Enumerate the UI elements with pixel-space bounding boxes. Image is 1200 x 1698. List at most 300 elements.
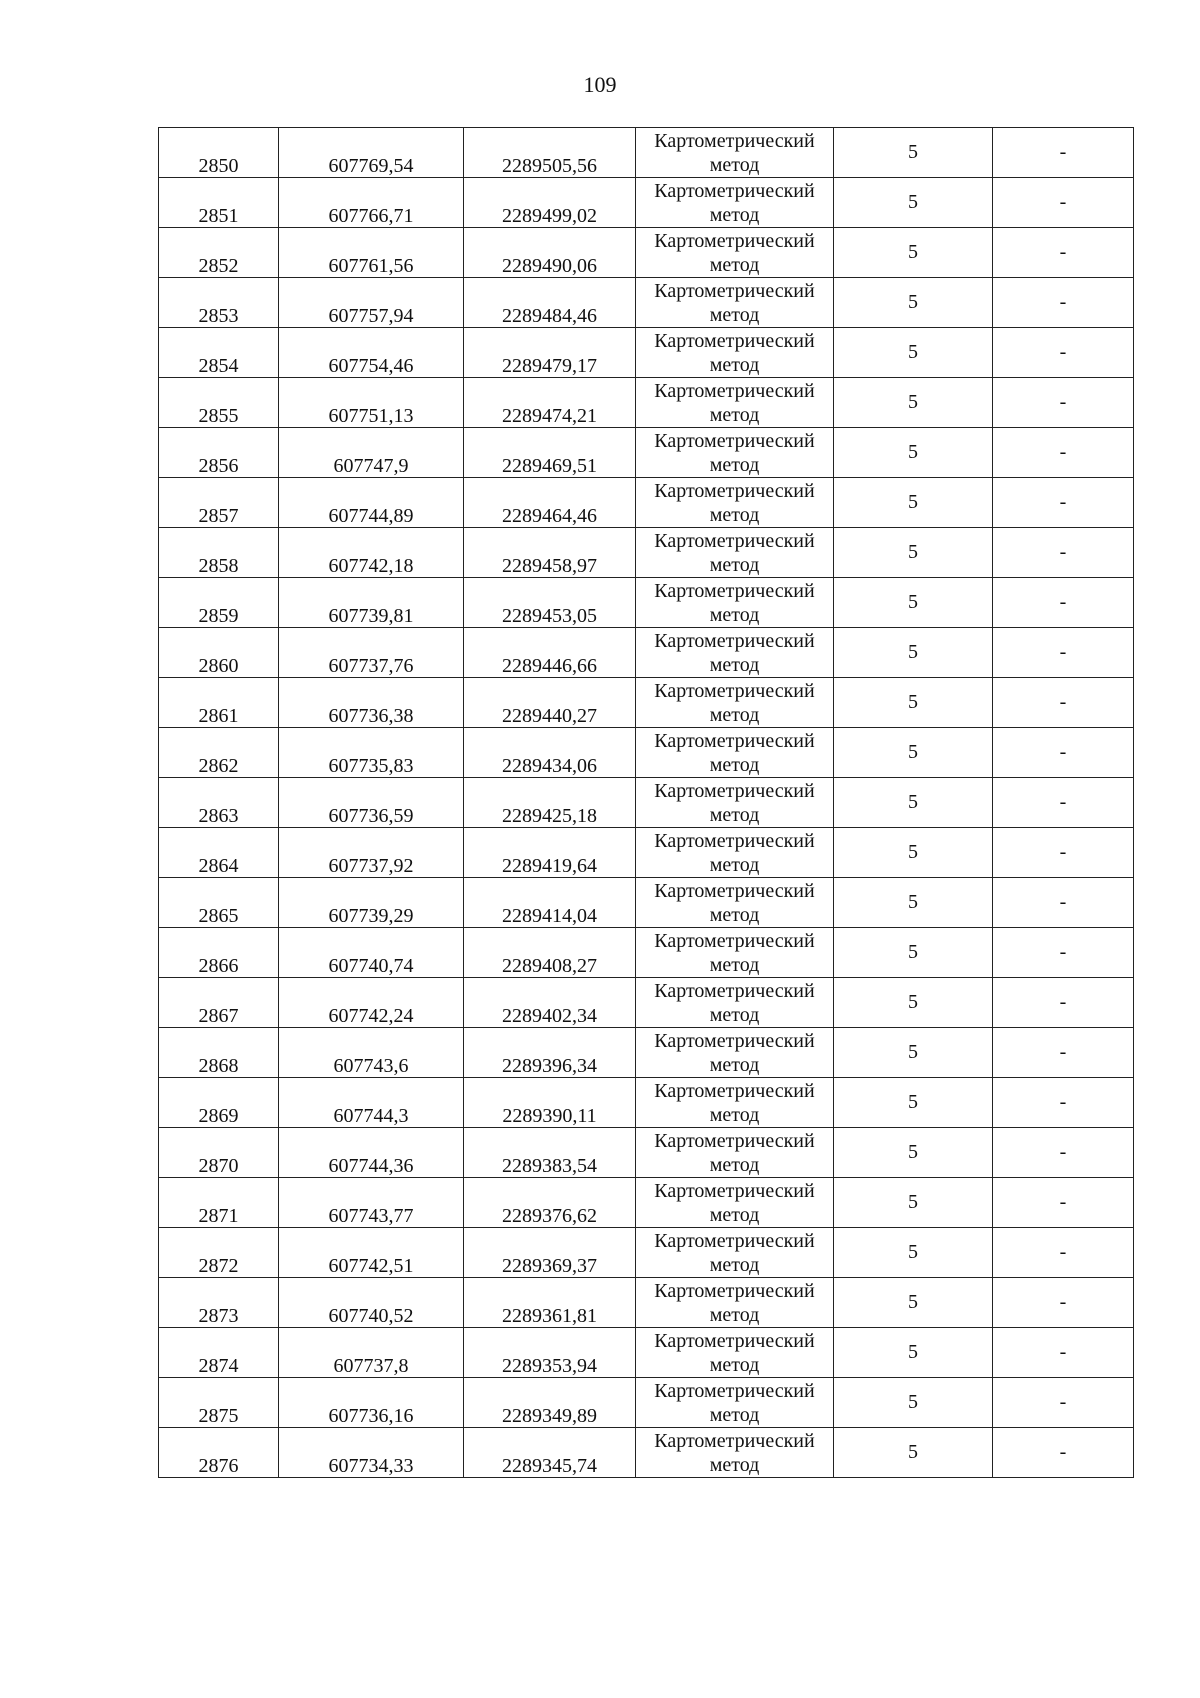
- y-coordinate-text: 2289484,46: [502, 305, 597, 327]
- accuracy-text: 5: [908, 1091, 918, 1113]
- y-coordinate-cell: [464, 528, 636, 578]
- y-coordinate-cell: [464, 628, 636, 678]
- method-cell: [636, 1228, 834, 1278]
- note-cell: [993, 478, 1134, 528]
- note-cell: [993, 778, 1134, 828]
- x-coordinate-cell: [279, 578, 464, 628]
- y-coordinate-cell: [464, 978, 636, 1028]
- note-text: -: [1059, 1041, 1067, 1063]
- x-coordinate-text: 607736,16: [328, 1405, 414, 1427]
- note-cell: [993, 378, 1134, 428]
- note-text: -: [1059, 391, 1067, 413]
- point-number-cell: [159, 978, 279, 1028]
- note-text: -: [1059, 891, 1067, 913]
- x-coordinate-text: 607736,59: [328, 805, 414, 827]
- table-row: [159, 528, 1134, 578]
- x-coordinate-cell: [279, 128, 464, 178]
- note-cell: [993, 978, 1134, 1028]
- method-cell: [636, 1178, 834, 1228]
- method-cell: [636, 878, 834, 928]
- point-number-text: 2850: [198, 155, 239, 177]
- x-coordinate-text: 607744,36: [328, 1155, 414, 1177]
- method-text: Картометрический метод: [654, 679, 815, 726]
- point-number-cell: [159, 1128, 279, 1178]
- note-text: -: [1059, 291, 1067, 313]
- note-cell: [993, 728, 1134, 778]
- note-text: -: [1059, 741, 1067, 763]
- y-coordinate-text: 2289440,27: [502, 705, 597, 727]
- accuracy-text: 5: [908, 1191, 918, 1213]
- note-text: -: [1059, 991, 1067, 1013]
- table-row: [159, 128, 1134, 178]
- y-coordinate-cell: [464, 778, 636, 828]
- x-coordinate-cell: [279, 1428, 464, 1478]
- y-coordinate-cell: [464, 178, 636, 228]
- point-number-cell: [159, 528, 279, 578]
- y-coordinate-text: 2289419,64: [502, 855, 597, 877]
- accuracy-text: 5: [908, 1391, 918, 1413]
- accuracy-cell: [834, 1128, 993, 1178]
- accuracy-cell: [834, 428, 993, 478]
- accuracy-text: 5: [908, 341, 918, 363]
- note-cell: [993, 128, 1134, 178]
- accuracy-text: 5: [908, 741, 918, 763]
- x-coordinate-text: 607737,76: [328, 655, 414, 677]
- method-cell: [636, 1128, 834, 1178]
- y-coordinate-text: 2289479,17: [502, 355, 597, 377]
- method-text: Картометрический метод: [654, 529, 815, 576]
- table-row: [159, 1228, 1134, 1278]
- point-number-text: 2876: [198, 1455, 239, 1477]
- accuracy-text: 5: [908, 1041, 918, 1063]
- x-coordinate-cell: [279, 428, 464, 478]
- note-text: -: [1059, 241, 1067, 263]
- note-text: -: [1059, 1341, 1067, 1363]
- note-cell: [993, 1078, 1134, 1128]
- accuracy-text: 5: [908, 441, 918, 463]
- note-text: -: [1059, 341, 1067, 363]
- y-coordinate-text: 2289458,97: [502, 555, 597, 577]
- y-coordinate-text: 2289353,94: [502, 1355, 597, 1377]
- method-text: Картометрический метод: [654, 379, 815, 426]
- point-number-cell: [159, 1178, 279, 1228]
- y-coordinate-text: 2289414,04: [502, 905, 597, 927]
- x-coordinate-text: 607742,18: [328, 555, 414, 577]
- table-row: [159, 578, 1134, 628]
- note-cell: [993, 1128, 1134, 1178]
- point-number-cell: [159, 328, 279, 378]
- method-text: Картометрический метод: [654, 829, 815, 876]
- method-text: Картометрический метод: [654, 979, 815, 1026]
- y-coordinate-cell: [464, 828, 636, 878]
- accuracy-text: 5: [908, 1291, 918, 1313]
- y-coordinate-cell: [464, 1178, 636, 1228]
- note-text: -: [1059, 591, 1067, 613]
- x-coordinate-text: 607735,83: [328, 755, 414, 777]
- method-cell: [636, 628, 834, 678]
- point-number-cell: [159, 1228, 279, 1278]
- y-coordinate-text: 2289402,34: [502, 1005, 597, 1027]
- point-number-cell: [159, 178, 279, 228]
- table-row: [159, 228, 1134, 278]
- page-number: 109: [583, 72, 617, 97]
- accuracy-text: 5: [908, 1341, 918, 1363]
- table-row: [159, 1278, 1134, 1328]
- note-text: -: [1059, 1191, 1067, 1213]
- note-cell: [993, 1278, 1134, 1328]
- point-number-text: 2857: [198, 505, 239, 527]
- point-number-cell: [159, 128, 279, 178]
- point-number-cell: [159, 1328, 279, 1378]
- table-row: [159, 928, 1134, 978]
- method-text: Картометрический метод: [654, 1129, 815, 1176]
- x-coordinate-text: 607761,56: [328, 255, 414, 277]
- table-row: [159, 1028, 1134, 1078]
- y-coordinate-cell: [464, 1378, 636, 1428]
- note-text: -: [1059, 1441, 1067, 1463]
- table-row: [159, 1078, 1134, 1128]
- x-coordinate-text: 607744,3: [333, 1105, 409, 1127]
- point-number-cell: [159, 1428, 279, 1478]
- table-row: [159, 328, 1134, 378]
- x-coordinate-cell: [279, 928, 464, 978]
- x-coordinate-cell: [279, 1328, 464, 1378]
- table-row: [159, 678, 1134, 728]
- point-number-cell: [159, 778, 279, 828]
- note-text: -: [1059, 1141, 1067, 1163]
- x-coordinate-text: 607743,77: [328, 1205, 414, 1227]
- y-coordinate-text: 2289396,34: [502, 1055, 597, 1077]
- method-cell: [636, 1328, 834, 1378]
- x-coordinate-cell: [279, 1228, 464, 1278]
- accuracy-text: 5: [908, 1141, 918, 1163]
- table-row: [159, 1128, 1134, 1178]
- note-cell: [993, 928, 1134, 978]
- note-text: -: [1059, 1091, 1067, 1113]
- accuracy-cell: [834, 728, 993, 778]
- note-text: -: [1059, 941, 1067, 963]
- point-number-text: 2855: [198, 405, 239, 427]
- note-text: -: [1059, 1391, 1067, 1413]
- method-cell: [636, 278, 834, 328]
- y-coordinate-cell: [464, 1078, 636, 1128]
- point-number-text: 2859: [198, 605, 239, 627]
- x-coordinate-cell: [279, 728, 464, 778]
- point-number-text: 2875: [198, 1405, 239, 1427]
- accuracy-text: 5: [908, 891, 918, 913]
- y-coordinate-text: 2289453,05: [502, 605, 597, 627]
- x-coordinate-cell: [279, 1078, 464, 1128]
- method-text: Картометрический метод: [654, 629, 815, 676]
- point-number-text: 2861: [198, 705, 239, 727]
- table-row: [159, 728, 1134, 778]
- table-row: [159, 178, 1134, 228]
- y-coordinate-text: 2289383,54: [502, 1155, 597, 1177]
- x-coordinate-text: 607754,46: [328, 355, 414, 377]
- point-number-text: 2865: [198, 905, 239, 927]
- method-text: Картометрический метод: [654, 1329, 815, 1376]
- table-row: [159, 1328, 1134, 1378]
- note-cell: [993, 578, 1134, 628]
- x-coordinate-cell: [279, 678, 464, 728]
- accuracy-cell: [834, 1428, 993, 1478]
- table-row: [159, 978, 1134, 1028]
- accuracy-cell: [834, 1378, 993, 1428]
- point-number-text: 2862: [198, 755, 239, 777]
- x-coordinate-cell: [279, 1178, 464, 1228]
- note-cell: [993, 878, 1134, 928]
- accuracy-text: 5: [908, 391, 918, 413]
- accuracy-cell: [834, 628, 993, 678]
- y-coordinate-text: 2289345,74: [502, 1455, 597, 1477]
- point-number-text: 2871: [198, 1205, 239, 1227]
- accuracy-cell: [834, 1178, 993, 1228]
- method-cell: [636, 728, 834, 778]
- accuracy-cell: [834, 678, 993, 728]
- y-coordinate-text: 2289469,51: [502, 455, 597, 477]
- point-number-cell: [159, 578, 279, 628]
- note-text: -: [1059, 641, 1067, 663]
- method-text: Картометрический метод: [654, 1079, 815, 1126]
- method-text: Картометрический метод: [654, 579, 815, 626]
- method-text: Картометрический метод: [654, 479, 815, 526]
- point-number-text: 2867: [198, 1005, 239, 1027]
- point-number-cell: [159, 1028, 279, 1078]
- x-coordinate-text: 607739,29: [328, 905, 414, 927]
- method-cell: [636, 678, 834, 728]
- x-coordinate-text: 607737,8: [333, 1355, 409, 1377]
- accuracy-text: 5: [908, 991, 918, 1013]
- note-cell: [993, 1028, 1134, 1078]
- table-row: [159, 828, 1134, 878]
- x-coordinate-text: 607739,81: [328, 605, 414, 627]
- point-number-text: 2874: [198, 1355, 239, 1377]
- y-coordinate-text: 2289464,46: [502, 505, 597, 527]
- accuracy-cell: [834, 128, 993, 178]
- note-text: -: [1059, 1241, 1067, 1263]
- x-coordinate-cell: [279, 828, 464, 878]
- y-coordinate-cell: [464, 1328, 636, 1378]
- method-text: Картометрический метод: [654, 1429, 815, 1476]
- point-number-cell: [159, 728, 279, 778]
- x-coordinate-cell: [279, 478, 464, 528]
- y-coordinate-cell: [464, 128, 636, 178]
- method-text: Картометрический метод: [654, 329, 815, 376]
- accuracy-text: 5: [908, 1441, 918, 1463]
- point-number-cell: [159, 678, 279, 728]
- y-coordinate-text: 2289390,11: [502, 1105, 597, 1127]
- method-text: Картометрический метод: [654, 229, 815, 276]
- point-number-text: 2866: [198, 955, 239, 977]
- accuracy-text: 5: [908, 141, 918, 163]
- method-cell: [636, 978, 834, 1028]
- method-cell: [636, 1078, 834, 1128]
- x-coordinate-text: 607747,9: [333, 455, 409, 477]
- point-number-cell: [159, 628, 279, 678]
- note-text: -: [1059, 141, 1067, 163]
- note-text: -: [1059, 491, 1067, 513]
- method-text: Картометрический метод: [654, 1229, 815, 1276]
- x-coordinate-cell: [279, 778, 464, 828]
- note-text: -: [1059, 691, 1067, 713]
- method-cell: [636, 528, 834, 578]
- table-row: [159, 1428, 1134, 1478]
- y-coordinate-cell: [464, 278, 636, 328]
- method-cell: [636, 828, 834, 878]
- x-coordinate-cell: [279, 278, 464, 328]
- point-number-cell: [159, 828, 279, 878]
- point-number-cell: [159, 228, 279, 278]
- y-coordinate-cell: [464, 1028, 636, 1078]
- point-number-text: 2854: [198, 355, 239, 377]
- note-cell: [993, 328, 1134, 378]
- y-coordinate-cell: [464, 328, 636, 378]
- x-coordinate-cell: [279, 1028, 464, 1078]
- accuracy-cell: [834, 578, 993, 628]
- method-cell: [636, 378, 834, 428]
- x-coordinate-text: 607742,51: [328, 1255, 414, 1277]
- note-cell: [993, 678, 1134, 728]
- y-coordinate-cell: [464, 578, 636, 628]
- accuracy-text: 5: [908, 791, 918, 813]
- y-coordinate-text: 2289434,06: [502, 755, 597, 777]
- accuracy-cell: [834, 928, 993, 978]
- point-number-text: 2872: [198, 1255, 239, 1277]
- note-cell: [993, 228, 1134, 278]
- accuracy-text: 5: [908, 691, 918, 713]
- y-coordinate-text: 2289446,66: [502, 655, 597, 677]
- method-cell: [636, 328, 834, 378]
- y-coordinate-text: 2289361,81: [502, 1305, 597, 1327]
- accuracy-text: 5: [908, 841, 918, 863]
- method-text: Картометрический метод: [654, 929, 815, 976]
- accuracy-text: 5: [908, 641, 918, 663]
- method-cell: [636, 128, 834, 178]
- method-cell: [636, 1428, 834, 1478]
- accuracy-text: 5: [908, 591, 918, 613]
- accuracy-cell: [834, 378, 993, 428]
- accuracy-text: 5: [908, 291, 918, 313]
- y-coordinate-cell: [464, 928, 636, 978]
- point-number-cell: [159, 928, 279, 978]
- accuracy-text: 5: [908, 491, 918, 513]
- x-coordinate-cell: [279, 628, 464, 678]
- y-coordinate-cell: [464, 678, 636, 728]
- note-text: -: [1059, 191, 1067, 213]
- point-number-cell: [159, 278, 279, 328]
- table-row: [159, 1178, 1134, 1228]
- accuracy-cell: [834, 1228, 993, 1278]
- x-coordinate-cell: [279, 1128, 464, 1178]
- accuracy-text: 5: [908, 1241, 918, 1263]
- x-coordinate-text: 607766,71: [328, 205, 414, 227]
- y-coordinate-cell: [464, 1428, 636, 1478]
- y-coordinate-text: 2289369,37: [502, 1255, 597, 1277]
- note-cell: [993, 628, 1134, 678]
- note-text: -: [1059, 441, 1067, 463]
- accuracy-cell: [834, 228, 993, 278]
- y-coordinate-text: 2289376,62: [502, 1205, 597, 1227]
- y-coordinate-cell: [464, 478, 636, 528]
- point-number-cell: [159, 378, 279, 428]
- note-cell: [993, 278, 1134, 328]
- accuracy-cell: [834, 278, 993, 328]
- y-coordinate-cell: [464, 1228, 636, 1278]
- method-text: Картометрический метод: [654, 279, 815, 326]
- y-coordinate-text: 2289474,21: [502, 405, 597, 427]
- method-cell: [636, 1028, 834, 1078]
- y-coordinate-cell: [464, 1128, 636, 1178]
- accuracy-cell: [834, 478, 993, 528]
- method-text: Картометрический метод: [654, 1279, 815, 1326]
- note-cell: [993, 1228, 1134, 1278]
- point-number-text: 2869: [198, 1105, 239, 1127]
- accuracy-cell: [834, 828, 993, 878]
- method-text: Картометрический метод: [654, 429, 815, 476]
- x-coordinate-cell: [279, 228, 464, 278]
- table-row: [159, 1378, 1134, 1428]
- method-cell: [636, 428, 834, 478]
- point-number-text: 2860: [198, 655, 239, 677]
- point-number-text: 2868: [198, 1055, 239, 1077]
- coordinates-table: [158, 127, 1134, 1478]
- note-text: -: [1059, 1291, 1067, 1313]
- method-text: Картометрический метод: [654, 129, 815, 176]
- accuracy-cell: [834, 1078, 993, 1128]
- y-coordinate-text: 2289505,56: [502, 155, 597, 177]
- accuracy-cell: [834, 778, 993, 828]
- table-row: [159, 428, 1134, 478]
- method-text: Картометрический метод: [654, 1029, 815, 1076]
- coordinates-table-body: [159, 128, 1134, 1478]
- y-coordinate-cell: [464, 878, 636, 928]
- table-row: [159, 878, 1134, 928]
- method-text: Картометрический метод: [654, 1379, 815, 1426]
- point-number-text: 2856: [198, 455, 239, 477]
- accuracy-cell: [834, 1278, 993, 1328]
- y-coordinate-cell: [464, 378, 636, 428]
- accuracy-cell: [834, 878, 993, 928]
- point-number-text: 2853: [198, 305, 239, 327]
- y-coordinate-cell: [464, 428, 636, 478]
- x-coordinate-text: 607743,6: [333, 1055, 409, 1077]
- x-coordinate-text: 607757,94: [328, 305, 414, 327]
- y-coordinate-text: 2289349,89: [502, 1405, 597, 1427]
- point-number-text: 2851: [198, 205, 239, 227]
- x-coordinate-text: 607737,92: [328, 855, 414, 877]
- method-cell: [636, 478, 834, 528]
- note-cell: [993, 428, 1134, 478]
- method-text: Картометрический метод: [654, 729, 815, 776]
- note-cell: [993, 528, 1134, 578]
- table-row: [159, 628, 1134, 678]
- y-coordinate-text: 2289490,06: [502, 255, 597, 277]
- accuracy-text: 5: [908, 941, 918, 963]
- x-coordinate-text: 607736,38: [328, 705, 414, 727]
- accuracy-cell: [834, 1328, 993, 1378]
- y-coordinate-text: 2289408,27: [502, 955, 597, 977]
- x-coordinate-text: 607769,54: [328, 155, 414, 177]
- method-cell: [636, 928, 834, 978]
- note-cell: [993, 1178, 1134, 1228]
- x-coordinate-text: 607742,24: [328, 1005, 414, 1027]
- method-text: Картометрический метод: [654, 879, 815, 926]
- point-number-text: 2870: [198, 1155, 239, 1177]
- x-coordinate-text: 607740,52: [328, 1305, 414, 1327]
- point-number-text: 2864: [198, 855, 239, 877]
- accuracy-text: 5: [908, 541, 918, 563]
- note-text: -: [1059, 841, 1067, 863]
